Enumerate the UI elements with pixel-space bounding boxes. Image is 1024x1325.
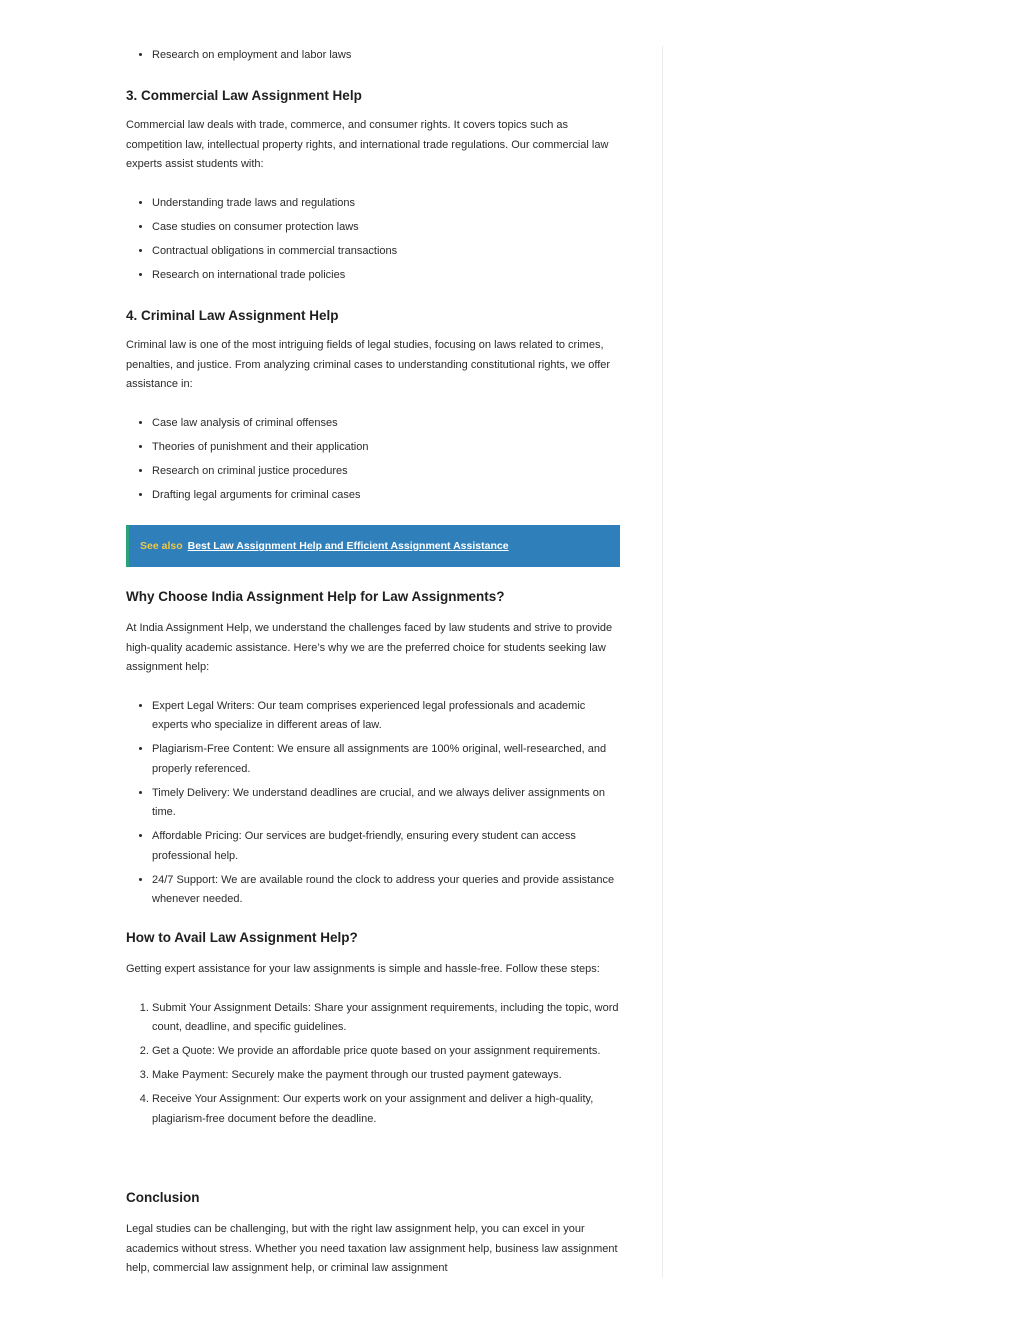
criminal-paragraph: Criminal law is one of the most intriguing fields of legal studies, focusing on laws related to crimes, penalties, and justice. From analyzing criminal cases to understanding constitutional rights, we offer assistance in: — [126, 339, 611, 390]
step-item: 4. Receive Your Assignment: Our experts work on your assignment and deliver a high-quality, plagiarism-free document before the deadline. — [152, 1090, 620, 1129]
conclusion-section — [126, 1188, 620, 1279]
list-item: • Research on criminal justice procedures — [152, 462, 620, 482]
how-section — [126, 928, 620, 1134]
list-item: • 24/7 Support: We are available round the clock to address your queries and provide assistance whenever needed. — [152, 871, 620, 910]
criminal-section — [126, 306, 620, 510]
see-also-box — [126, 525, 620, 567]
top-list-block — [126, 46, 620, 70]
how-steps — [126, 999, 620, 1130]
sidebar-divider — [662, 46, 663, 1278]
see-also-banner — [126, 525, 620, 567]
list-item: • Case studies on consumer protection laws — [152, 218, 620, 238]
list-item: • Plagiarism-Free Content: We ensure all assignments are 100% original, well-researched, and properly referenced. — [152, 740, 620, 779]
commercial-list — [126, 194, 620, 286]
conclusion-paragraph: Legal studies can be challenging, but with the right law assignment help, you can excel in your academics without stress. Whether you need taxation law assignment help, business law assignment help, commercial law assignment help, or criminal law assignment — [126, 1223, 618, 1274]
list-item: • Case law analysis of criminal offenses — [152, 414, 620, 434]
how-paragraph: Getting expert assistance for your law assignments is simple and hassle-free. Follow these steps: — [126, 963, 600, 975]
list-item: • Timely Delivery: We understand deadlines are crucial, and we always deliver assignments on time. — [152, 784, 620, 823]
step-item: 3. Make Payment: Securely make the payment through our trusted payment gateways. — [152, 1066, 620, 1086]
see-also-link[interactable]: Best Law Assignment Help and Efficient Assignment Assistance — [187, 540, 509, 552]
list-item: • Drafting legal arguments for criminal cases — [152, 486, 620, 506]
list-item: • Contractual obligations in commercial transactions — [152, 242, 620, 262]
see-also-label: See also — [140, 540, 183, 552]
criminal-list — [126, 414, 620, 506]
section-heading-commercial: 3. Commercial Law Assignment Help — [126, 88, 362, 103]
why-paragraph: At India Assignment Help, we understand the challenges faced by law students and strive to provide high-quality academic assistance. Here’s why we are the preferred choice for students seeking law assignment help: — [126, 622, 613, 673]
step-item: 2. Get a Quote: We provide an affordable price quote based on your assignment requirements. — [152, 1042, 620, 1062]
list-item: • Theories of punishment and their application — [152, 438, 620, 458]
section-heading-conclusion: Conclusion — [126, 1190, 200, 1205]
why-list — [126, 697, 620, 910]
list-item: • Affordable Pricing: Our services are budget-friendly, ensuring every student can access professional help. — [152, 827, 620, 866]
section-heading-how: How to Avail Law Assignment Help? — [126, 930, 358, 945]
commercial-section — [126, 86, 620, 290]
commercial-paragraph: Commercial law deals with trade, commerce, and consumer rights. It covers topics such as competition law, intellectual property rights, and international trade regulations. Our commercial law experts assist students with: — [126, 119, 609, 170]
why-section — [126, 587, 620, 914]
list-item: • Expert Legal Writers: Our team comprises experienced legal professionals and academic experts who specialize in different areas of law. — [152, 697, 620, 736]
section-heading-why: Why Choose India Assignment Help for Law Assignments? — [126, 589, 505, 604]
section-heading-criminal: 4. Criminal Law Assignment Help — [126, 308, 339, 323]
list-item: • Understanding trade laws and regulations — [152, 194, 620, 214]
step-item: 1. Submit Your Assignment Details: Share your assignment requirements, including the topic, word count, deadline, and specific guidelines. — [152, 999, 620, 1038]
top-list — [126, 46, 620, 66]
list-item: • Research on employment and labor laws — [152, 46, 620, 66]
list-item: • Research on international trade policies — [152, 266, 620, 286]
